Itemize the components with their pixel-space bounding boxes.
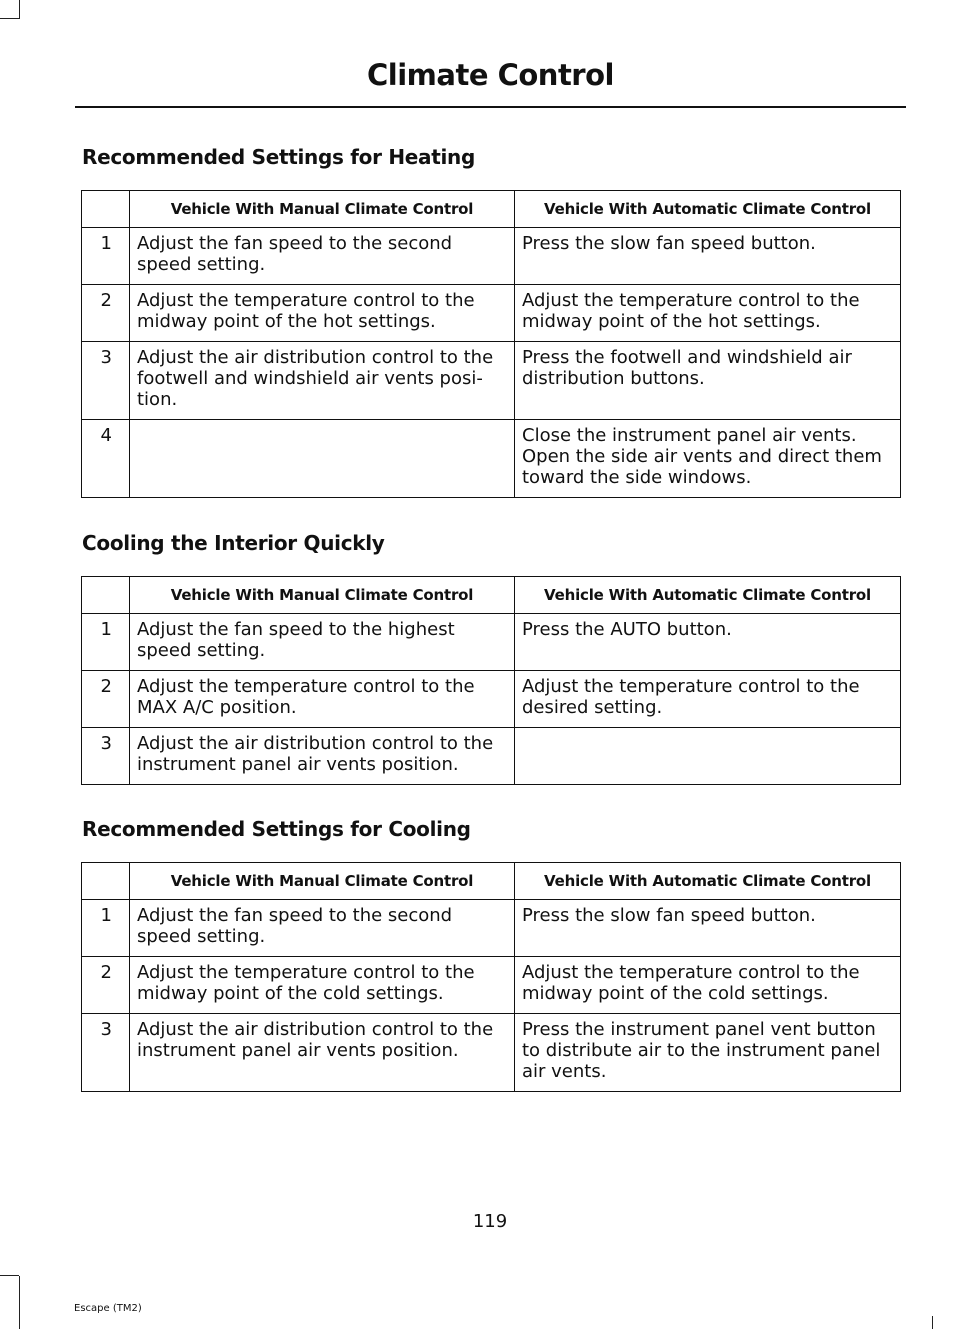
automatic-instruction: Close the instrument panel air vents. Open the side air vents and direct them toward the side windows. [515,420,901,498]
manual-instruction: Adjust the fan speed to the highest speed setting. [130,614,515,671]
step-number: 3 [82,1014,130,1092]
table-header-row [82,191,901,228]
step-number: 2 [82,671,130,728]
manual-instruction: Adjust the temperature control to the midway point of the cold settings. [130,957,515,1014]
step-number: 1 [82,614,130,671]
section-heading-heating: Recommended Settings for Heating [82,145,476,169]
page-number: 119 [472,1211,508,1232]
table-row [82,228,901,285]
cooling-quickly-table [81,576,901,785]
automatic-instruction: Press the slow fan speed button. [515,900,901,957]
automatic-instruction [515,728,901,785]
step-number: 4 [82,420,130,498]
footer-model: Escape (TM2) [74,1303,142,1314]
automatic-instruction: Press the instrument panel vent button to distribute air to the instrument panel air vents. [515,1014,901,1092]
section-heading-cooling: Recommended Settings for Cooling [82,817,471,841]
header-cell-step [82,863,130,900]
manual-instruction: Adjust the air distribution control to the instrument panel air vents position. [130,1014,515,1092]
heating-settings-table [81,190,901,498]
automatic-instruction: Adjust the temperature control to the midway point of the hot settings. [515,285,901,342]
crop-mark [19,0,20,19]
table-row [82,957,901,1014]
manual-instruction: Adjust the air distribution control to the instrument panel air vents position. [130,728,515,785]
step-number: 1 [82,228,130,285]
step-number: 2 [82,285,130,342]
manual-instruction: Adjust the temperature control to the MAX A/C position. [130,671,515,728]
step-number: 3 [82,728,130,785]
step-number: 3 [82,342,130,420]
step-number: 1 [82,900,130,957]
manual-instruction: Adjust the fan speed to the second speed setting. [130,900,515,957]
table-row [82,342,901,420]
header-cell-manual: Vehicle With Manual Climate Control [130,577,515,614]
table-row [82,285,901,342]
table-header-row [82,863,901,900]
manual-instruction: Adjust the air distribution control to the footwell and windshield air vents posi-tion. [130,342,515,420]
crop-mark [19,1276,20,1329]
header-cell-manual: Vehicle With Manual Climate Control [130,863,515,900]
section-heading-cooling-quickly: Cooling the Interior Quickly [82,531,385,555]
automatic-instruction: Press the AUTO button. [515,614,901,671]
table-row [82,1014,901,1092]
table-row [82,671,901,728]
cooling-settings-table [81,862,901,1092]
header-cell-automatic: Vehicle With Automatic Climate Control [515,191,901,228]
automatic-instruction: Press the slow fan speed button. [515,228,901,285]
automatic-instruction: Press the footwell and windshield air distribution buttons. [515,342,901,420]
table-row [82,614,901,671]
automatic-instruction: Adjust the temperature control to the midway point of the cold settings. [515,957,901,1014]
page-title: Climate Control [367,58,614,92]
step-number: 2 [82,957,130,1014]
manual-instruction [130,420,515,498]
header-cell-automatic: Vehicle With Automatic Climate Control [515,863,901,900]
table-row [82,420,901,498]
crop-mark [932,1316,933,1329]
manual-instruction: Adjust the temperature control to the midway point of the hot settings. [130,285,515,342]
header-cell-step [82,191,130,228]
manual-instruction: Adjust the fan speed to the second speed setting. [130,228,515,285]
header-cell-automatic: Vehicle With Automatic Climate Control [515,577,901,614]
crop-mark [0,18,19,19]
table-row [82,728,901,785]
automatic-instruction: Adjust the temperature control to the desired setting. [515,671,901,728]
table-row [82,900,901,957]
header-cell-step [82,577,130,614]
header-cell-manual: Vehicle With Manual Climate Control [130,191,515,228]
crop-mark [0,1275,19,1276]
title-rule [75,106,906,108]
table-header-row [82,577,901,614]
